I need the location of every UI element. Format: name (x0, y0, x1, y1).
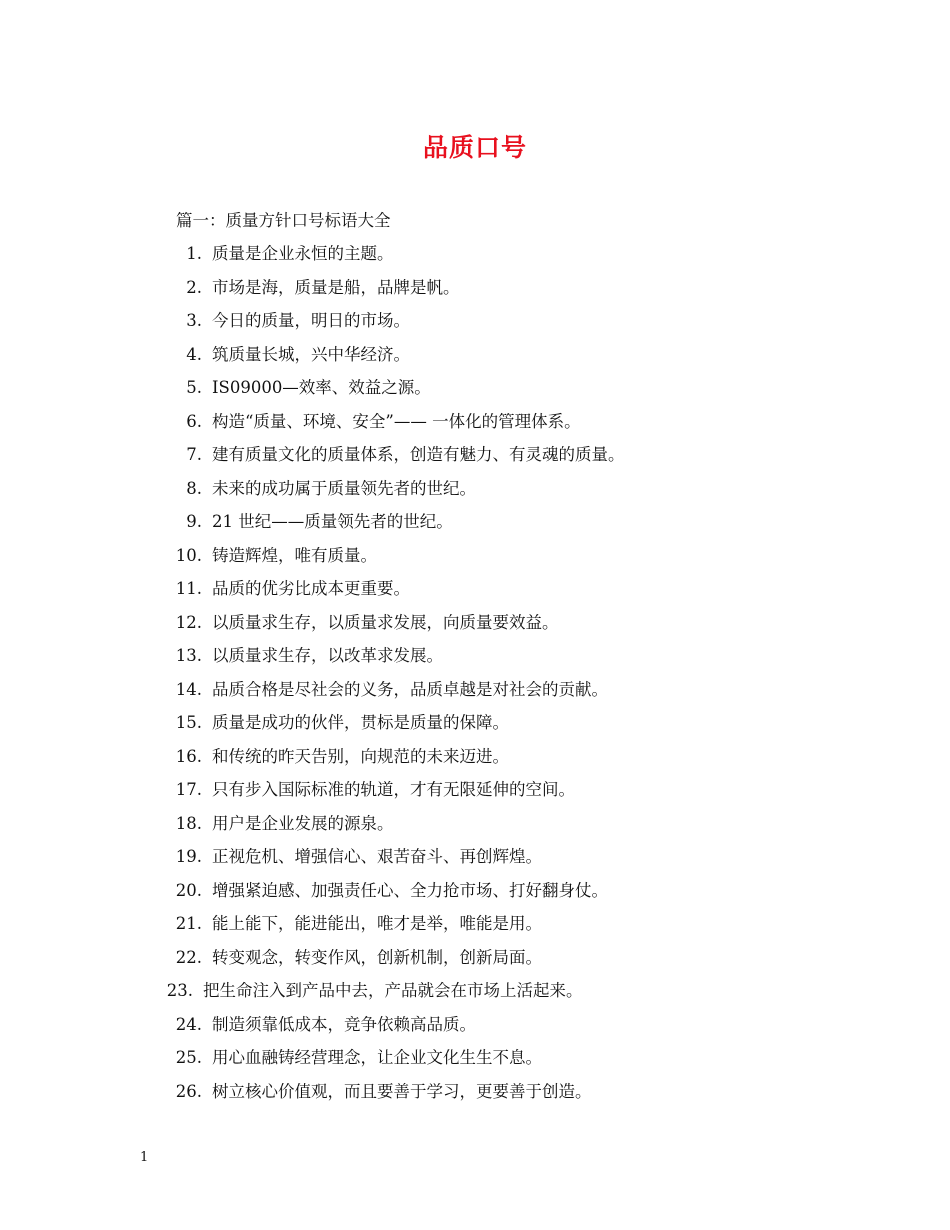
item-number: 14. (175, 679, 202, 699)
item-number: 22. (175, 947, 202, 967)
item-number: 10. (175, 545, 202, 565)
item-text: 正视危机、增强信心、艰苦奋斗、再创辉煌。 (212, 847, 542, 866)
list-item (0, 845, 950, 879)
item-number: 4. (186, 344, 202, 364)
list-item (0, 912, 950, 946)
item-number: 23. (166, 981, 193, 1000)
item-number: 6. (186, 411, 202, 431)
list-item (0, 745, 950, 779)
item-text: 以质量求生存，以改革求发展。 (212, 646, 443, 665)
list-item (0, 1013, 950, 1047)
item-text: 能上能下，能进能出，唯才是举，唯能是用。 (212, 914, 542, 933)
item-text: 品质合格是尽社会的义务，品质卓越是对社会的贡献。 (212, 679, 608, 699)
item-number: 15. (175, 713, 202, 732)
item-text: 建有质量文化的质量体系，创造有魅力、有灵魂的质量。 (212, 445, 625, 464)
item-text: 以质量求生存，以质量求发展，向质量要效益。 (212, 612, 559, 632)
list-item (0, 577, 950, 611)
page-title: 品质口号 (422, 133, 527, 162)
list-item (0, 309, 950, 343)
section-heading: 篇一：质量方针口号标语大全 (176, 211, 391, 230)
item-number: 5. (186, 378, 202, 397)
item-number: 8. (186, 478, 202, 498)
item-text: 质量是企业永恒的主题。 (212, 244, 394, 263)
list-item (0, 644, 950, 678)
item-number: 20. (175, 880, 202, 900)
list-item (0, 443, 950, 477)
list-item (0, 979, 950, 1013)
list-item (0, 1080, 950, 1114)
list-item (0, 242, 950, 276)
list-item (0, 1046, 950, 1080)
item-number: 25. (175, 1048, 202, 1067)
list-item (0, 778, 950, 812)
item-number: 24. (175, 1014, 202, 1034)
item-text: 构造“质量、环境、安全”—— 一体化的管理体系。 (212, 411, 581, 431)
item-text: 品质的优劣比成本更重要。 (212, 579, 410, 598)
item-number: 1. (186, 244, 202, 263)
list-item (0, 276, 950, 310)
item-number: 26. (175, 1081, 202, 1101)
list-item (0, 611, 950, 645)
list-item (0, 376, 950, 410)
item-text: 转变观念，转变作风，创新机制，创新局面。 (212, 947, 542, 967)
item-text: 用心血融铸经营理念，让企业文化生生不息。 (212, 1048, 542, 1067)
list-item (0, 711, 950, 745)
item-text: 未来的成功属于质量领先者的世纪。 (212, 478, 476, 498)
slogan-list (0, 242, 950, 1113)
item-number: 9. (186, 512, 202, 531)
item-text: 筑质量长城，兴中华经济。 (212, 344, 410, 364)
item-number: 7. (186, 445, 202, 464)
item-text: 制造须靠低成本，竞争依赖高品质。 (212, 1014, 476, 1034)
list-item (0, 477, 950, 511)
item-number: 11. (175, 579, 202, 598)
item-text: 只有步入国际标准的轨道，才有无限延伸的空间。 (212, 780, 575, 799)
page-number: 1 (140, 1150, 149, 1165)
item-number: 2. (186, 277, 202, 297)
item-text: 用户是企业发展的源泉。 (212, 813, 394, 833)
item-text: 质量是成功的伙伴，贯标是质量的保障。 (212, 713, 509, 732)
item-text: 树立核心价值观，而且要善于学习，更要善于创造。 (212, 1081, 592, 1101)
list-item (0, 946, 950, 980)
item-text: 增强紧迫感、加强责任心、全力抢市场、打好翻身仗。 (212, 880, 608, 900)
item-number: 13. (175, 646, 202, 665)
item-number: 3. (186, 311, 202, 330)
item-number: 19. (175, 847, 202, 866)
item-text: 21 世纪——质量领先者的世纪。 (212, 512, 453, 531)
item-text: 和传统的昨天告别，向规范的未来迈进。 (212, 746, 509, 766)
item-number: 16. (175, 746, 202, 766)
item-number: 21. (175, 914, 202, 933)
item-text: 把生命注入到产品中去，产品就会在市场上活起来。 (203, 981, 583, 1000)
list-item (0, 544, 950, 578)
list-item (0, 510, 950, 544)
item-number: 18. (175, 813, 202, 833)
item-number: 12. (175, 612, 202, 632)
item-text: IS09000—效率、效益之源。 (212, 378, 431, 397)
item-text: 市场是海，质量是船，品牌是帆。 (212, 277, 460, 297)
list-item (0, 410, 950, 444)
list-item (0, 879, 950, 913)
list-item (0, 678, 950, 712)
item-number: 17. (175, 780, 202, 799)
list-item (0, 812, 950, 846)
item-text: 今日的质量，明日的市场。 (212, 311, 410, 330)
item-text: 铸造辉煌，唯有质量。 (212, 545, 377, 565)
list-item (0, 343, 950, 377)
